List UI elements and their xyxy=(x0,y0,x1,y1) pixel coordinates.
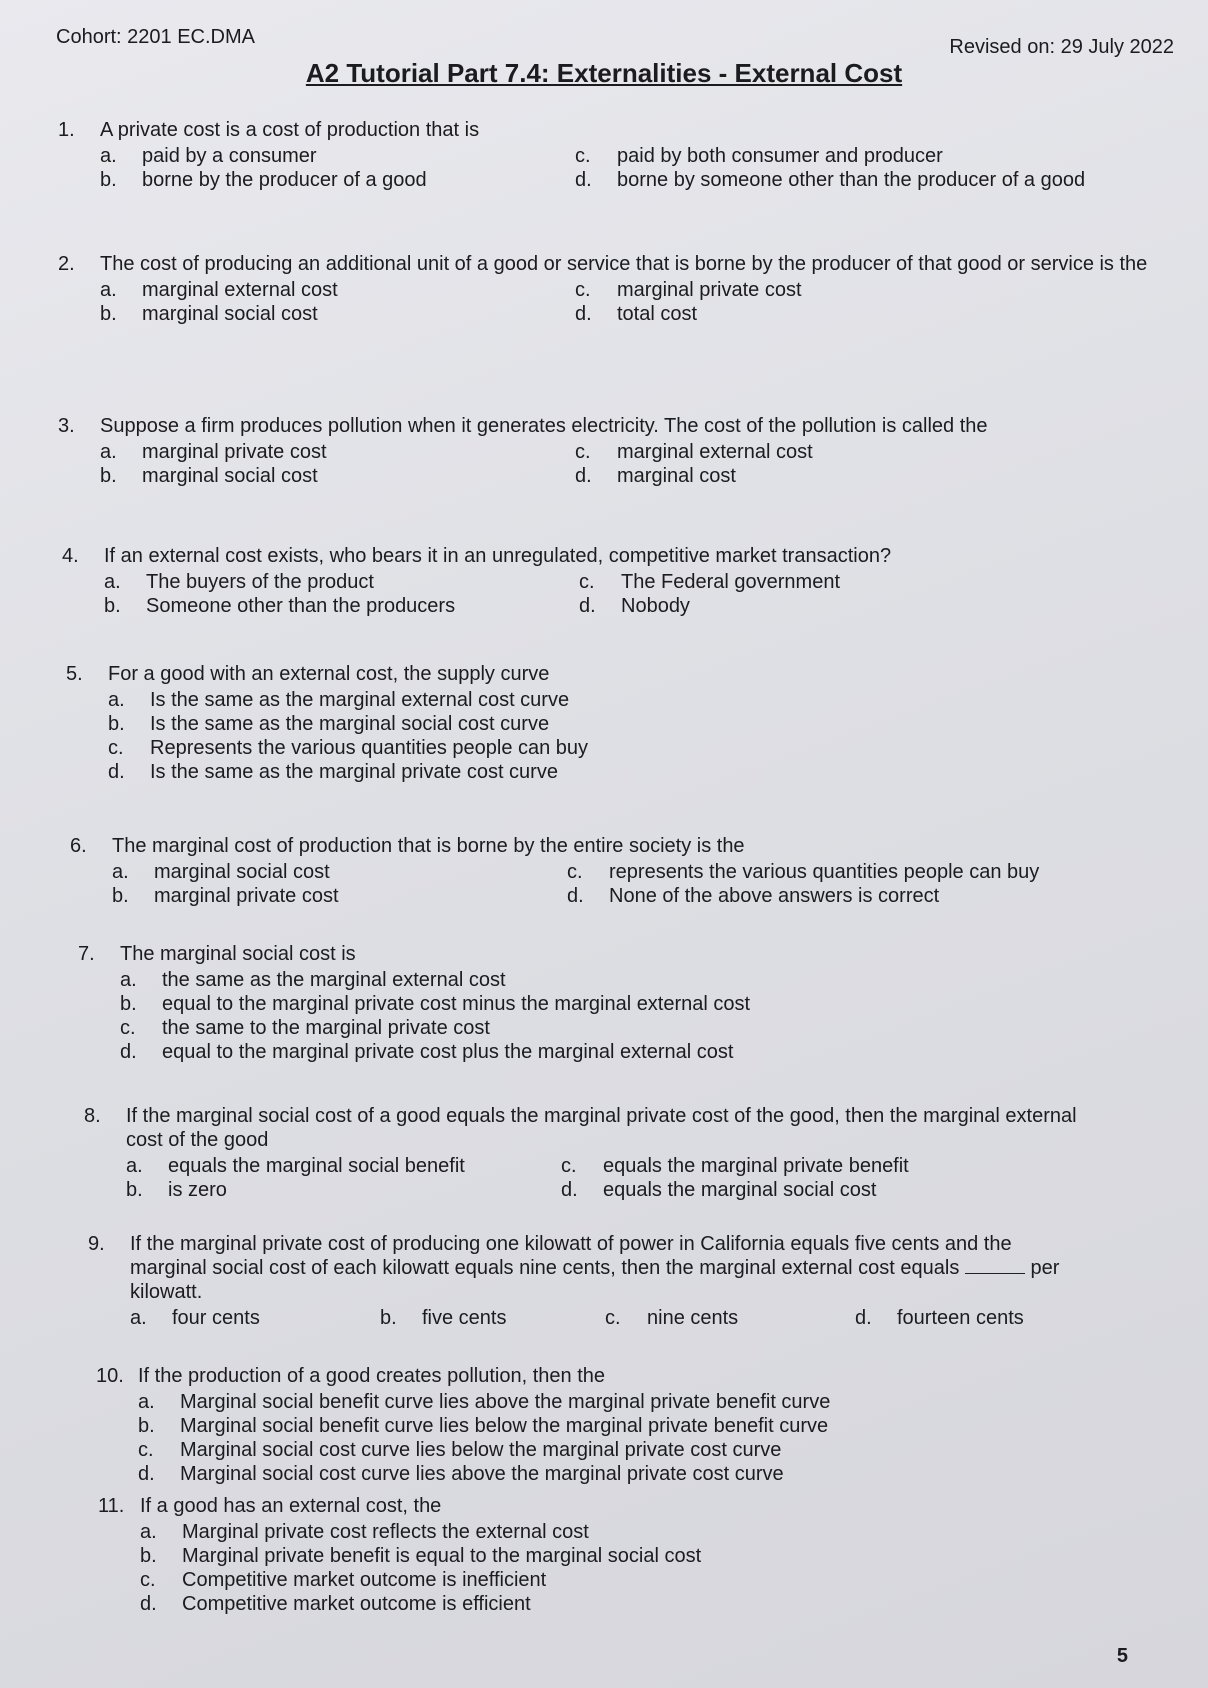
question-number: 8. xyxy=(84,1105,101,1127)
question-number: 2. xyxy=(58,253,75,275)
question-4 xyxy=(62,544,1162,618)
option-a[interactable]: a. paid by a consumer xyxy=(100,145,317,167)
question-text: The marginal cost of production that is borne by the entire society is the xyxy=(112,835,745,857)
option-b[interactable]: b. marginal social cost xyxy=(100,303,318,325)
option-d[interactable]: d. Nobody xyxy=(579,595,690,617)
option-b[interactable]: b. Is the same as the marginal social cost curve xyxy=(108,713,550,735)
question-2 xyxy=(58,252,1158,326)
question-text: A private cost is a cost of production that is xyxy=(100,119,480,141)
question-text: If an external cost exists, who bears it in an unregulated, competitive market transaction? xyxy=(104,545,892,567)
option-a[interactable]: a. The buyers of the product xyxy=(104,571,374,593)
option-d[interactable]: d. equal to the marginal private cost plus the marginal external cost xyxy=(120,1041,734,1063)
page-title: A2 Tutorial Part 7.4: Externalities - External Cost xyxy=(305,58,903,88)
option-a[interactable]: a. marginal social cost xyxy=(112,861,330,883)
option-a[interactable]: a. four cents xyxy=(130,1307,260,1329)
question-number: 1. xyxy=(58,119,75,141)
option-b[interactable]: b. Someone other than the producers xyxy=(104,595,456,617)
question-5 xyxy=(66,662,1066,784)
option-b[interactable]: b. is zero xyxy=(126,1179,227,1201)
revised-date: Revised on: 29 July 2022 xyxy=(949,36,1174,58)
question-text: If a good has an external cost, the xyxy=(140,1495,442,1517)
page-number: 5 xyxy=(1116,1645,1128,1667)
option-b[interactable]: b. Marginal private benefit is equal to the marginal social cost xyxy=(140,1545,702,1567)
option-a[interactable]: a. the same as the marginal external cost xyxy=(120,969,506,991)
option-c[interactable]: c. The Federal government xyxy=(579,571,841,593)
answer-blank[interactable] xyxy=(965,1273,1025,1274)
option-b[interactable]: b. five cents xyxy=(380,1307,507,1329)
question-text: If the marginal private cost of producing one kilowatt of power in California equals five cents and the marginal social cost of each kilowatt equals nine cents, then the marginal external cost equals xyxy=(130,1233,1012,1279)
question-1 xyxy=(58,118,1158,192)
question-number: 11. xyxy=(98,1495,125,1517)
question-number: 7. xyxy=(78,943,95,965)
option-a[interactable]: a. marginal external cost xyxy=(100,279,338,301)
option-d[interactable]: d. Marginal social cost curve lies above the marginal private cost curve xyxy=(138,1463,784,1485)
option-a[interactable]: a. marginal private cost xyxy=(100,441,327,463)
question-text: For a good with an external cost, the supply curve xyxy=(108,663,550,685)
question-10 xyxy=(96,1364,1096,1486)
question-number: 3. xyxy=(58,415,75,437)
question-3 xyxy=(58,414,1168,488)
option-c[interactable]: c. Marginal social cost curve lies below the marginal private cost curve xyxy=(138,1439,782,1461)
option-d[interactable]: d. total cost xyxy=(575,303,698,325)
question-7 xyxy=(78,942,1078,1064)
option-b[interactable]: b. marginal social cost xyxy=(100,465,318,487)
option-c[interactable]: c. Represents the various quantities people can buy xyxy=(108,737,589,759)
question-text: The cost of producing an additional unit of a good or service that is borne by the producer of that good or service is the xyxy=(100,253,1148,275)
option-a[interactable]: a. Is the same as the marginal external cost curve xyxy=(108,689,570,711)
option-c[interactable]: c. marginal external cost xyxy=(575,441,813,463)
option-a[interactable]: a. Marginal social benefit curve lies above the marginal private benefit curve xyxy=(138,1391,831,1413)
question-number: 10. xyxy=(96,1365,124,1387)
question-9 xyxy=(88,1232,1088,1330)
question-text: If the marginal social cost of a good equals the marginal private cost of the good, then the marginal external cost of the good xyxy=(126,1105,1077,1151)
question-number: 4. xyxy=(62,545,79,567)
question-8 xyxy=(84,1104,1094,1202)
option-d[interactable]: d. borne by someone other than the producer of a good xyxy=(575,169,1086,191)
question-number: 9. xyxy=(88,1233,105,1255)
question-number: 5. xyxy=(66,663,83,685)
question-number: 6. xyxy=(70,835,87,857)
option-c[interactable]: c. nine cents xyxy=(605,1307,739,1329)
option-b[interactable]: b. marginal private cost xyxy=(112,885,339,907)
option-d[interactable]: d. None of the above answers is correct xyxy=(567,885,940,907)
question-text-after: per kilowatt. xyxy=(130,1257,1060,1303)
option-c[interactable]: c. represents the various quantities people can buy xyxy=(567,861,1040,883)
option-a[interactable]: a. Marginal private cost reflects the external cost xyxy=(140,1521,589,1543)
cohort-label: Cohort: 2201 EC.DMA xyxy=(56,26,255,48)
option-b[interactable]: b. borne by the producer of a good xyxy=(100,169,427,191)
option-c[interactable]: c. equals the marginal private benefit xyxy=(561,1155,909,1177)
option-d[interactable]: d. fourteen cents xyxy=(855,1307,1024,1329)
option-c[interactable]: c. Competitive market outcome is inefficient xyxy=(140,1569,547,1591)
option-d[interactable]: d. equals the marginal social cost xyxy=(561,1179,877,1201)
option-d[interactable]: d. Is the same as the marginal private cost curve xyxy=(108,761,558,783)
option-b[interactable]: b. equal to the marginal private cost minus the marginal external cost xyxy=(120,993,751,1015)
option-b[interactable]: b. Marginal social benefit curve lies below the marginal private benefit curve xyxy=(138,1415,829,1437)
question-text: The marginal social cost is xyxy=(120,943,356,965)
option-a[interactable]: a. equals the marginal social benefit xyxy=(126,1155,465,1177)
option-c[interactable]: c. the same to the marginal private cost xyxy=(120,1017,490,1039)
option-d[interactable]: d. marginal cost xyxy=(575,465,736,487)
question-text: Suppose a firm produces pollution when it generates electricity. The cost of the pollution is called the xyxy=(100,415,988,437)
option-c[interactable]: c. paid by both consumer and producer xyxy=(575,145,943,167)
option-d[interactable]: d. Competitive market outcome is efficient xyxy=(140,1593,531,1615)
question-6 xyxy=(70,834,1170,908)
question-text: If the production of a good creates pollution, then the xyxy=(138,1365,605,1387)
question-11 xyxy=(98,1494,1098,1616)
option-c[interactable]: c. marginal private cost xyxy=(575,279,802,301)
